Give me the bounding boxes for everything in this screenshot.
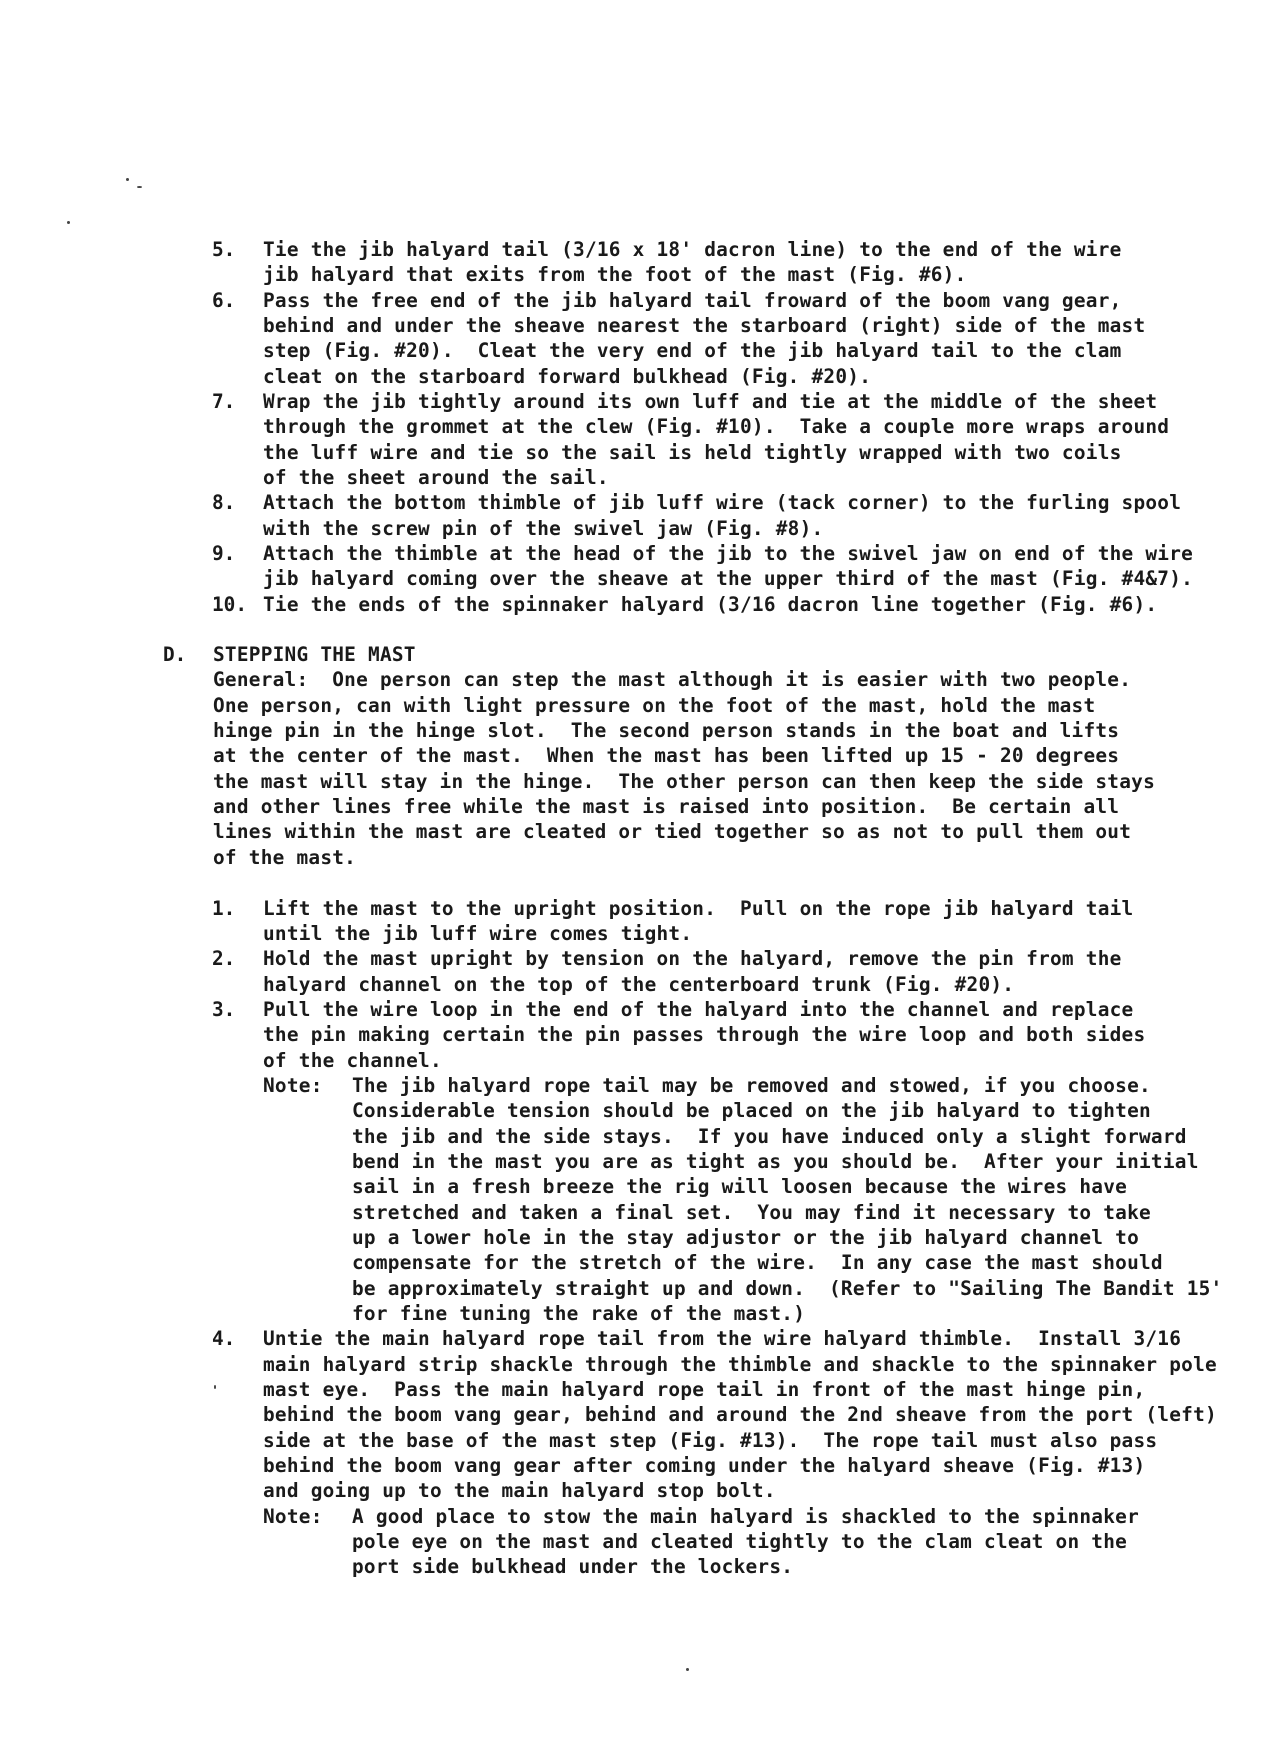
- note-line: pole eye on the mast and cleated tightly to the clam cleat on the: [352, 1530, 1128, 1553]
- general-line: One person, can with light pressure on the foot of the mast, hold the mast: [213, 694, 1096, 717]
- scan-speck: [214, 1385, 216, 1389]
- note-line: The jib halyard rope tail may be removed and stowed, if you choose.: [352, 1074, 1151, 1097]
- item-line: cleat on the starboard forward bulkhead (Fig. #20).: [263, 365, 872, 388]
- step-line: Untie the main halyard rope tail from the wire halyard thimble. Install 3/16: [263, 1327, 1182, 1350]
- item-number: 7.: [212, 390, 236, 413]
- note-line: bend in the mast you are as tight as you should be. After your initial: [352, 1150, 1199, 1173]
- note-line: be approximately straight up and down. (Refer to "Sailing The Bandit 15': [352, 1277, 1223, 1300]
- step-line: behind the boom vang gear, behind and around the 2nd sheave from the port (left): [263, 1403, 1217, 1426]
- step-line: the pin making certain the pin passes through the wire loop and both sides: [263, 1023, 1146, 1046]
- step-line: mast eye. Pass the main halyard rope tail in front of the mast hinge pin,: [263, 1378, 1146, 1401]
- step-line: side at the base of the mast step (Fig. #13). The rope tail must also pass: [263, 1429, 1158, 1452]
- item-number: 10.: [212, 593, 248, 616]
- step-number: 1.: [212, 897, 236, 920]
- note-line: port side bulkhead under the lockers.: [352, 1555, 794, 1578]
- step-line: Pull the wire loop in the end of the halyard into the channel and replace: [263, 998, 1134, 1021]
- general-line: of the mast.: [213, 846, 357, 869]
- item-line: Tie the ends of the spinnaker halyard (3/16 dacron line together (Fig. #6).: [263, 593, 1158, 616]
- section-title: STEPPING THE MAST: [213, 643, 416, 666]
- item-line: behind and under the sheave nearest the starboard (right) side of the mast: [263, 314, 1146, 337]
- item-number: 6.: [212, 289, 236, 312]
- general-line: and other lines free while the mast is raised into position. Be certain all: [213, 795, 1120, 818]
- step-line: and going up to the main halyard stop bolt.: [263, 1479, 776, 1502]
- item-line: jib halyard that exits from the foot of the mast (Fig. #6).: [263, 263, 967, 286]
- note-line: compensate for the stretch of the wire. In any case the mast should: [352, 1251, 1163, 1274]
- scan-speck: [686, 1668, 689, 1671]
- item-line: Wrap the jib tightly around its own luff and tie at the middle of the sheet: [263, 390, 1158, 413]
- note-label: Note:: [263, 1074, 323, 1097]
- general-line: the mast will stay in the hinge. The other person can then keep the side stays: [213, 770, 1156, 793]
- scan-speck: [137, 186, 142, 188]
- item-number: 8.: [212, 491, 236, 514]
- general-line: lines within the mast are cleated or tied together so as not to pull them out: [213, 820, 1132, 843]
- item-number: 5.: [212, 238, 236, 261]
- item-line: step (Fig. #20). Cleat the very end of the jib halyard tail to the clam: [263, 339, 1122, 362]
- item-line: Pass the free end of the jib halyard tail froward of the boom vang gear,: [263, 289, 1122, 312]
- note-line: stretched and taken a final set. You may find it necessary to take: [352, 1201, 1151, 1224]
- step-line: until the jib luff wire comes tight.: [263, 922, 693, 945]
- note-line: Considerable tension should be placed on the jib halyard to tighten: [352, 1099, 1151, 1122]
- item-line: with the screw pin of the swivel jaw (Fig. #8).: [263, 517, 824, 540]
- step-number: 2.: [212, 947, 236, 970]
- item-line: the luff wire and tie so the sail is held tightly wrapped with two coils: [263, 441, 1122, 464]
- step-line: behind the boom vang gear after coming under the halyard sheave (Fig. #13): [263, 1454, 1146, 1477]
- note-line: up a lower hole in the stay adjustor or the jib halyard channel to: [352, 1226, 1139, 1249]
- note-line: sail in a fresh breeze the rig will loosen because the wires have: [352, 1175, 1128, 1198]
- note-line: the jib and the side stays. If you have induced only a slight forward: [352, 1125, 1187, 1148]
- note-line: for fine tuning the rake of the mast.): [352, 1302, 806, 1325]
- step-line: main halyard strip shackle through the thimble and shackle to the spinnaker pole: [263, 1353, 1217, 1376]
- item-line: Attach the bottom thimble of jib luff wire (tack corner) to the furling spool: [263, 491, 1182, 514]
- step-line: Hold the mast upright by tension on the halyard, remove the pin from the: [263, 947, 1122, 970]
- item-line: Attach the thimble at the head of the jib to the swivel jaw on end of the wire: [263, 542, 1194, 565]
- step-number: 3.: [212, 998, 236, 1021]
- note-label: Note:: [263, 1505, 323, 1528]
- step-line: Lift the mast to the upright position. Pull on the rope jib halyard tail: [263, 897, 1134, 920]
- item-number: 9.: [212, 542, 236, 565]
- item-line: through the grommet at the clew (Fig. #10). Take a couple more wraps around: [263, 415, 1170, 438]
- step-line: halyard channel on the top of the centerboard trunk (Fig. #20).: [263, 973, 1015, 996]
- item-line: jib halyard coming over the sheave at the upper third of the mast (Fig. #4&7).: [263, 567, 1194, 590]
- general-line: General: One person can step the mast although it is easier with two people.: [213, 668, 1132, 691]
- section-letter: D.: [163, 643, 187, 666]
- step-number: 4.: [212, 1327, 236, 1350]
- scan-speck: [126, 178, 129, 181]
- scan-speck: [67, 221, 70, 224]
- step-line: of the channel.: [263, 1049, 442, 1072]
- note-line: A good place to stow the main halyard is shackled to the spinnaker: [352, 1505, 1139, 1528]
- general-line: at the center of the mast. When the mast has been lifted up 15 - 20 degrees: [213, 744, 1120, 767]
- general-line: hinge pin in the hinge slot. The second person stands in the boat and lifts: [213, 719, 1120, 742]
- item-line: Tie the jib halyard tail (3/16 x 18' dacron line) to the end of the wire: [263, 238, 1122, 261]
- item-line: of the sheet around the sail.: [263, 466, 609, 489]
